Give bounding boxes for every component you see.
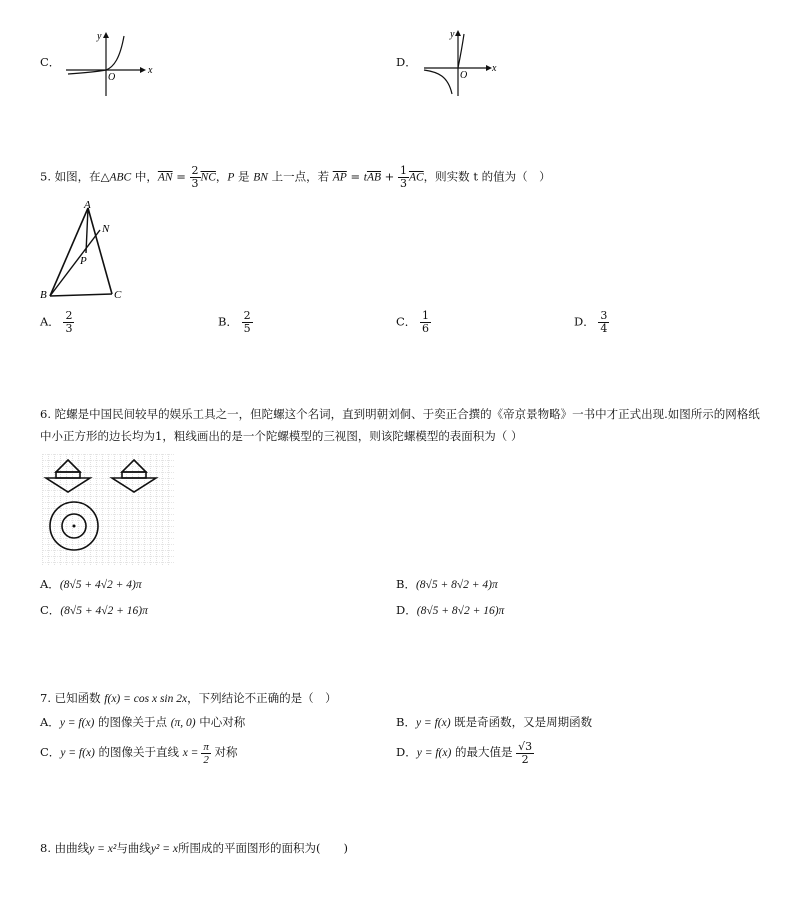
- q7-option-a[interactable]: A．y = f(x) 的图像关于点 (π, 0) 中心对称: [40, 715, 246, 729]
- q7-stem: 7. 已知函数 f(x) = cos x sin 2x，下列结论不正确的是（ ）: [40, 691, 337, 705]
- q4-option-d-graph: [420, 28, 510, 98]
- q5-option-c[interactable]: C． $\frac{1}{6}$: [396, 309, 429, 335]
- q6-stem-line2: 中小正方形的边长均为1，粗线画出的是一个陀螺模型的三视图，则该陀螺模型的表面积为（ ）: [40, 429, 523, 443]
- q7-option-c[interactable]: C．y = f(x) 的图像关于直线 x = $\frac{\pi}{2}$ 对称: [40, 740, 238, 766]
- q4c-origin: O: [108, 72, 116, 83]
- q4d-axis-y: y: [450, 29, 455, 40]
- q5-option-d[interactable]: D． $\frac{3}{4}$: [574, 309, 608, 335]
- q4d-axis-x: x: [492, 63, 497, 74]
- q5-fig-label-c: C: [114, 289, 122, 301]
- q4d-origin: O: [460, 70, 468, 81]
- q4-option-c-graph: [62, 30, 154, 98]
- q6-option-c[interactable]: C．(8√5 + 4√2 + 16)π: [40, 603, 148, 617]
- q7-option-b[interactable]: B．y = f(x) 既是奇函数，又是周期函数: [396, 715, 593, 729]
- q5-option-a[interactable]: A． $\frac{2}{3}$: [40, 309, 73, 335]
- q6-three-view-figure: [42, 454, 174, 566]
- q5-stem: 5. 如图，在△ABC 中，$\overline{AN}$ = $\frac{2}{3}$ $\overline{NC}$，P 是 BN 上一点，若 $\overline{AP} = t\overline{AB}$ + $\frac{1}{3}$ $\overline{AC}$，则实数 t 的值为（ ）: [40, 164, 551, 190]
- q6-option-a[interactable]: A．(8√5 + 4√2 + 4)π: [40, 577, 142, 591]
- q5-fig-label-p: P: [80, 255, 87, 267]
- q5-fig-label-n: N: [102, 223, 110, 235]
- q5-triangle-figure: [36, 198, 136, 304]
- q4c-axis-x: x: [148, 65, 153, 76]
- q5-fig-label-b: B: [40, 289, 47, 301]
- q4-option-c-label: C．: [40, 55, 61, 69]
- q4-option-d-label: D．: [396, 55, 417, 69]
- q6-option-b[interactable]: B．(8√5 + 8√2 + 4)π: [396, 577, 498, 591]
- q4c-axis-y: y: [97, 31, 102, 42]
- q8-stem: 8. 由曲线y = x²与曲线y² = x所围成的平面图形的面积为( ): [40, 841, 348, 855]
- q5-fig-label-a: A: [84, 199, 91, 211]
- q6-stem-line1: 6. 陀螺是中国民间较早的娱乐工具之一，但陀螺这个名词，直到明朝刘侗、于奕正合撰的《帝京景物略》一书中才正式出现.如图所示的网格纸: [40, 407, 760, 421]
- q5-option-b[interactable]: B． $\frac{2}{5}$: [218, 309, 251, 335]
- q6-option-d[interactable]: D．(8√5 + 8√2 + 16)π: [396, 603, 505, 617]
- q7-option-d[interactable]: D．y = f(x) 的最大值是 $\frac{√3}{2}$: [396, 739, 533, 766]
